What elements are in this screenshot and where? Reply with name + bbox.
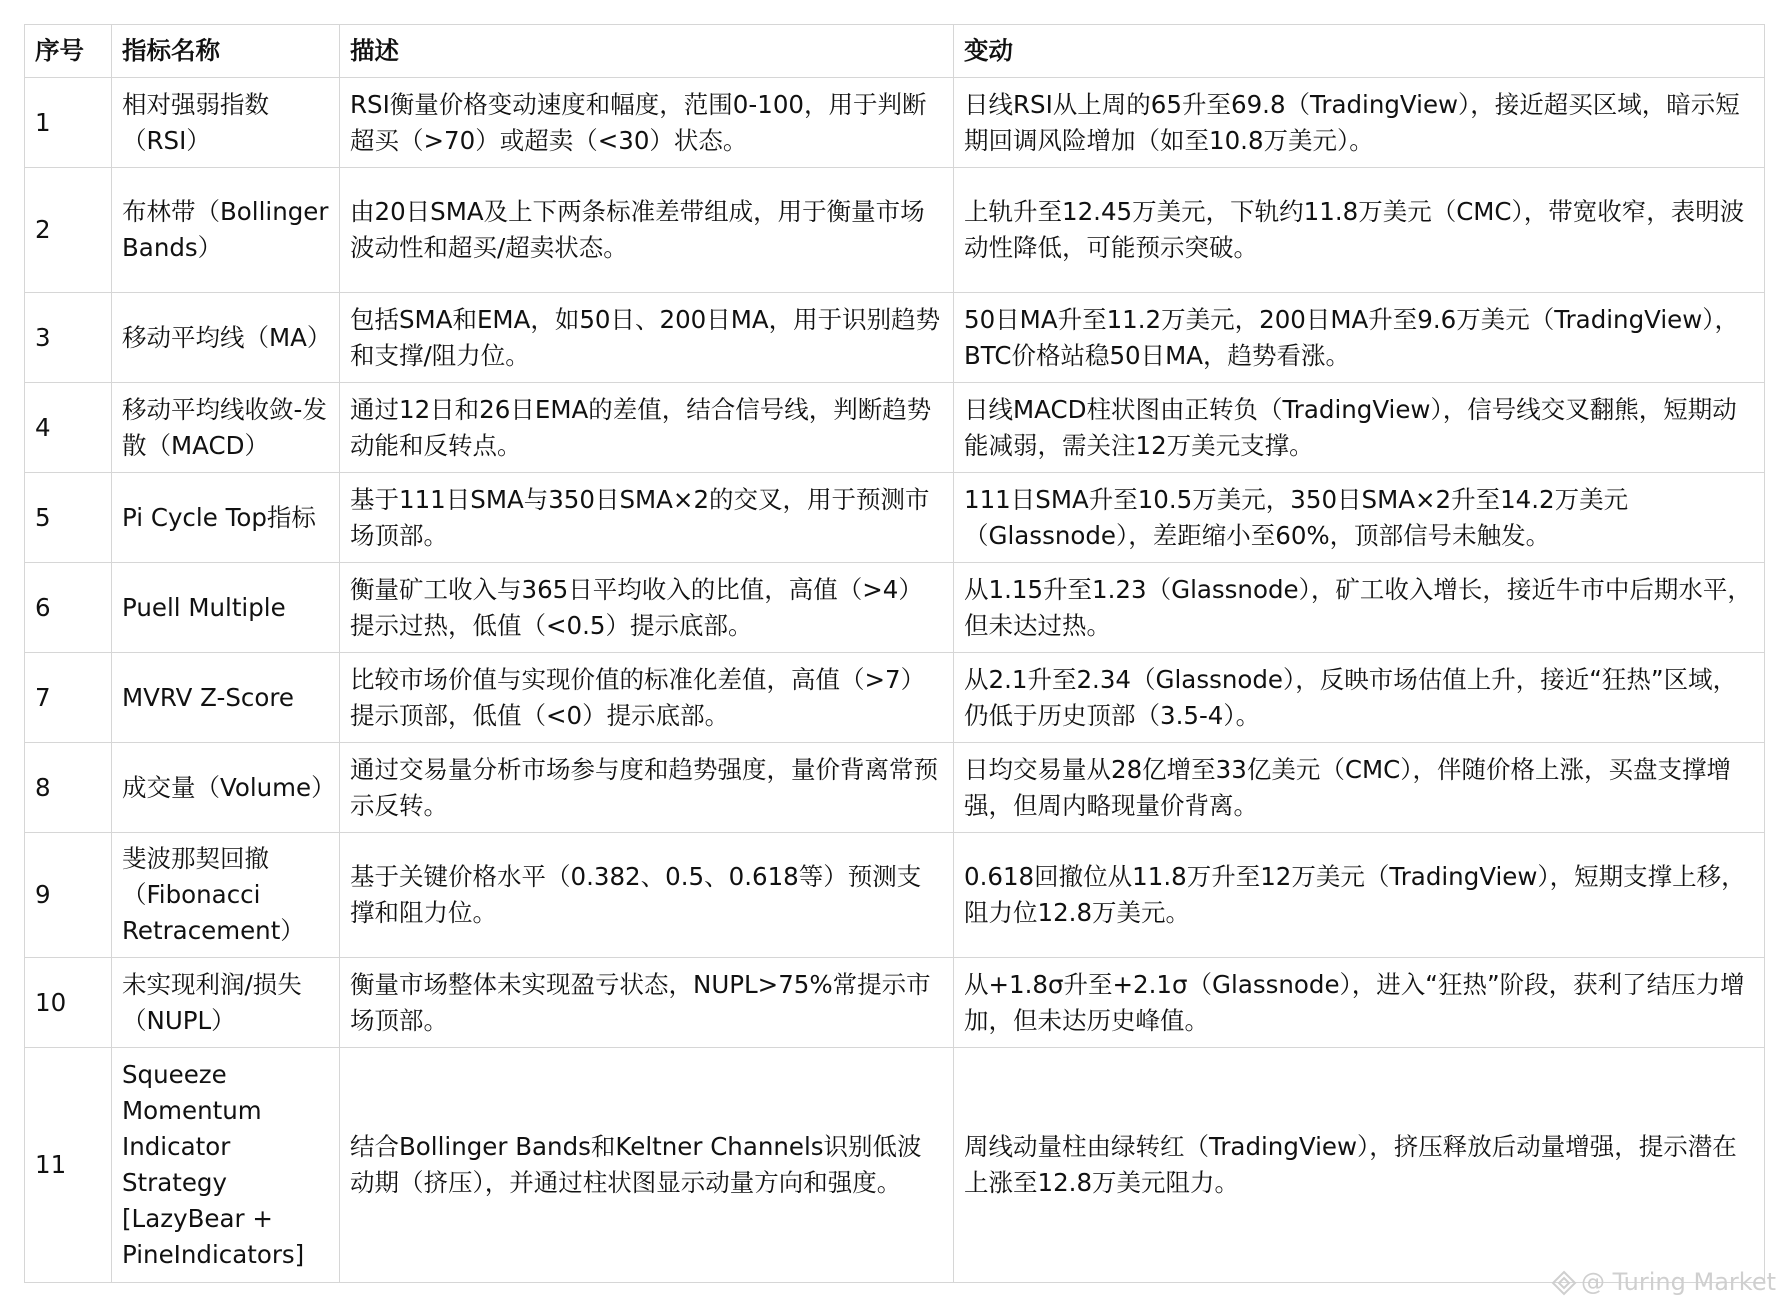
diamond-logo-icon [1551,1270,1577,1296]
header-no: 序号 [25,25,112,78]
row-desc: 基于关键价格水平（0.382、0.5、0.618等）预测支撑和阻力位。 [340,833,954,958]
row-no: 4 [25,383,112,473]
row-desc: 由20日SMA及上下两条标准差带组成，用于衡量市场波动性和超买/超卖状态。 [340,168,954,293]
table-row [25,653,1765,743]
row-no: 8 [25,743,112,833]
row-desc: RSI衡量价格变动速度和幅度，范围0-100，用于判断超买（>70）或超卖（<30）状态。 [340,78,954,168]
row-name: Pi Cycle Top指标 [112,473,340,563]
row-change: 0.618回撤位从11.8万升至12万美元（TradingView），短期支撑上移，阻力位12.8万美元。 [954,833,1765,958]
table-row [25,168,1765,293]
table-row [25,473,1765,563]
row-name: Puell Multiple [112,563,340,653]
row-name: 布林带（Bollinger Bands） [112,168,340,293]
row-name: 斐波那契回撤（Fibonacci Retracement） [112,833,340,958]
row-change: 上轨升至12.45万美元，下轨约11.8万美元（CMC），带宽收窄，表明波动性降低，可能预示突破。 [954,168,1765,293]
row-desc: 通过交易量分析市场参与度和趋势强度，量价背离常预示反转。 [340,743,954,833]
row-no: 3 [25,293,112,383]
row-no: 11 [25,1048,112,1283]
row-change: 从2.1升至2.34（Glassnode），反映市场估值上升，接近“狂热”区域，仍低于历史顶部（3.5-4）。 [954,653,1765,743]
row-desc: 结合Bollinger Bands和Keltner Channels识别低波动期（挤压），并通过柱状图显示动量方向和强度。 [340,1048,954,1283]
row-name: Squeeze Momentum Indicator Strategy [LazyBear + PineIndicators] [112,1048,340,1283]
row-change: 111日SMA升至10.5万美元，350日SMA×2升至14.2万美元（Glassnode），差距缩小至60%，顶部信号未触发。 [954,473,1765,563]
row-no: 1 [25,78,112,168]
table-row [25,743,1765,833]
watermark-text: @ Turing Market [1581,1268,1776,1296]
row-no: 7 [25,653,112,743]
row-no: 5 [25,473,112,563]
row-no: 10 [25,958,112,1048]
row-name: 移动平均线收敛-发散（MACD） [112,383,340,473]
row-desc: 通过12日和26日EMA的差值，结合信号线，判断趋势动能和反转点。 [340,383,954,473]
row-no: 2 [25,168,112,293]
header-change: 变动 [954,25,1765,78]
row-no: 9 [25,833,112,958]
table-row [25,78,1765,168]
row-name: MVRV Z-Score [112,653,340,743]
header-row [25,25,1765,78]
row-change: 50日MA升至11.2万美元，200日MA升至9.6万美元（TradingView），BTC价格站稳50日MA，趋势看涨。 [954,293,1765,383]
table-row [25,1048,1765,1283]
table-row [25,958,1765,1048]
row-desc: 包括SMA和EMA，如50日、200日MA，用于识别趋势和支撑/阻力位。 [340,293,954,383]
table-row [25,293,1765,383]
row-name: 移动平均线（MA） [112,293,340,383]
indicator-table [24,24,1765,1283]
row-no: 6 [25,563,112,653]
header-name: 指标名称 [112,25,340,78]
table-row [25,383,1765,473]
row-name: 未实现利润/损失（NUPL） [112,958,340,1048]
row-change: 周线动量柱由绿转红（TradingView），挤压释放后动量增强，提示潜在上涨至12.8万美元阻力。 [954,1048,1765,1283]
row-desc: 衡量市场整体未实现盈亏状态，NUPL>75%常提示市场顶部。 [340,958,954,1048]
row-change: 日线RSI从上周的65升至69.8（TradingView），接近超买区域，暗示短期回调风险增加（如至10.8万美元）。 [954,78,1765,168]
row-change: 日线MACD柱状图由正转负（TradingView），信号线交叉翻熊，短期动能减弱，需关注12万美元支撑。 [954,383,1765,473]
row-name: 相对强弱指数（RSI） [112,78,340,168]
row-change: 日均交易量从28亿增至33亿美元（CMC），伴随价格上涨，买盘支撑增强，但周内略现量价背离。 [954,743,1765,833]
row-change: 从+1.8σ升至+2.1σ（Glassnode），进入“狂热”阶段，获利了结压力增加，但未达历史峰值。 [954,958,1765,1048]
row-desc: 比较市场价值与实现价值的标准化差值，高值（>7）提示顶部，低值（<0）提示底部。 [340,653,954,743]
row-name: 成交量（Volume） [112,743,340,833]
table-row [25,833,1765,958]
header-desc: 描述 [340,25,954,78]
table-row [25,563,1765,653]
row-desc: 基于111日SMA与350日SMA×2的交叉，用于预测市场顶部。 [340,473,954,563]
watermark [1551,1268,1776,1296]
row-desc: 衡量矿工收入与365日平均收入的比值，高值（>4）提示过热，低值（<0.5）提示底部。 [340,563,954,653]
row-change: 从1.15升至1.23（Glassnode），矿工收入增长，接近牛市中后期水平，但未达过热。 [954,563,1765,653]
